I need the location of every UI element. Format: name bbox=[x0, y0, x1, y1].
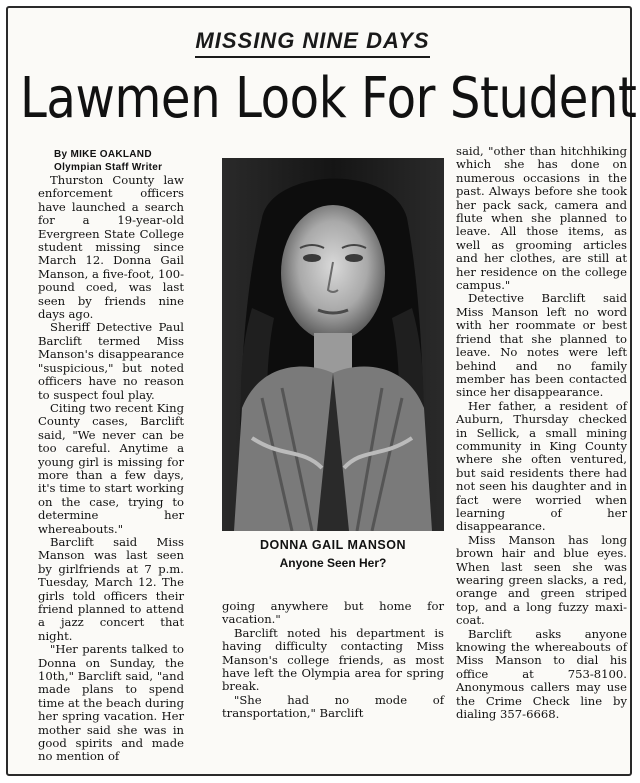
paragraph: Miss Manson has long brown hair and blue eyes. When last seen she was wearing green slacks, a red, orange and green striped top, and a long fuzzy maxi-coat. bbox=[456, 532, 627, 628]
photo-caption-name: DONNA GAIL MANSON bbox=[260, 538, 406, 552]
paragraph: going anywhere but home for vacation." bbox=[222, 599, 444, 627]
paragraph: Detective Barclift said Miss Manson left no word with her roommate or best friend that she planned to leave. No notes were left behind and no family member has been contacted since her disappearance. bbox=[456, 291, 627, 400]
portrait-photo bbox=[222, 158, 444, 531]
paragraph: Citing two recent King County cases, Barclift said, "We never can be too careful. Anytime a young girl is missing for more than a few days, it's time to start working on the case, trying to determine her whereabouts." bbox=[38, 400, 184, 536]
byline-author: By MIKE OAKLAND bbox=[54, 149, 152, 160]
photo-caption-subtitle: Anyone Seen Her? bbox=[279, 556, 387, 570]
paragraph: Barclift asks anyone knowing the whereabouts of Miss Manson to dial his office at 753-8100. Anonymous callers may use the Crime Check line by dialing 357-6668. bbox=[456, 626, 627, 722]
kicker-heading: MISSING NINE DAYS bbox=[195, 28, 430, 53]
headline: Lawmen Look For Student bbox=[20, 66, 637, 131]
portrait-image bbox=[222, 158, 444, 531]
paragraph: "She had no mode of transportation," Barclift bbox=[222, 692, 444, 721]
paragraph: Barclift said Miss Manson was last seen by girlfriends at 7 p.m. Tuesday, March 12. The girls told officers their friend planned to attend a jazz concert that night. bbox=[38, 534, 184, 643]
article-column-1 bbox=[38, 148, 184, 764]
paragraph: Sheriff Detective Paul Barclift termed Miss Manson's disappearance "suspicious," but noted officers have no reason to suspect foul play. bbox=[38, 320, 184, 402]
paragraph: Barclift noted his department is having difficulty contacting Miss Manson's college friends, as most have left the Olympia area for spring break. bbox=[222, 625, 444, 694]
article-column-3 bbox=[456, 145, 627, 721]
paragraph: Thurston County law enforcement officers have launched a search for a 19-year-old Evergreen State College student missing since March 12. Donna Gail Manson, a five-foot, 100-pound coed, was last seen by friends nine days ago. bbox=[38, 173, 185, 322]
paragraph: said, "other than hitchhiking which she has done on numerous occasions in the past. Always before she took her pack sack, camera and flute when she planned to leave. All those items, as well as grooming articles and her clothes, are still at her residence on the college campus." bbox=[456, 144, 627, 293]
byline-title: Olympian Staff Writer bbox=[54, 162, 163, 173]
article-column-2 bbox=[222, 600, 444, 721]
paragraph: Her father, a resident of Auburn, Thursday checked in Sellick, a small mining community in King County where she often ventured, but said residents there had not seen his daughter and in fact were worried when learning of her disappearance. bbox=[456, 398, 627, 534]
kicker-underline bbox=[195, 56, 430, 58]
paragraph: "Her parents talked to Donna on Sunday, the 10th," Barclift said, "and made plans to spend time at the beach during her spring vacation. Her mother said she was in good spirits and made no mention of bbox=[38, 642, 184, 764]
